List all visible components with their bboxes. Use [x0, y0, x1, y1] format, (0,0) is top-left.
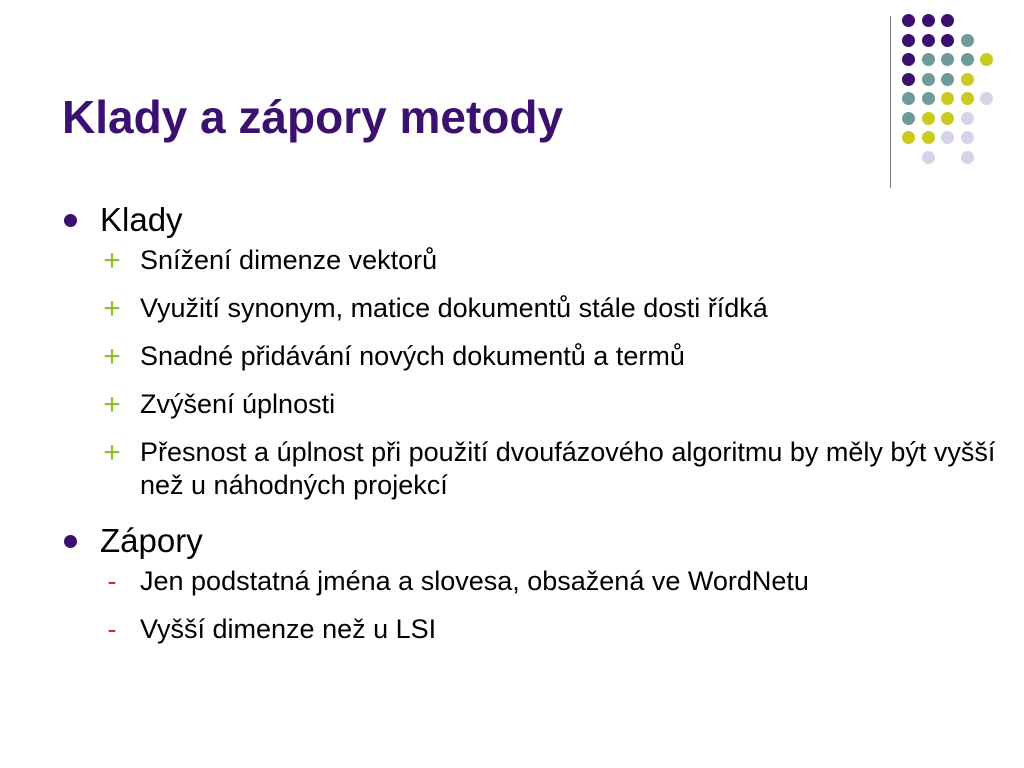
pros-list — [62, 244, 1012, 502]
bullet-item-cons — [62, 517, 1012, 565]
decorative-divider — [890, 16, 891, 188]
plus-icon: + — [103, 340, 121, 373]
list-item — [62, 244, 1012, 277]
slide-title: Klady a zápory metody — [62, 91, 564, 143]
slide-content — [62, 196, 1012, 661]
section-heading: Zápory — [100, 522, 203, 559]
decorative-dot — [902, 53, 915, 66]
minus-icon: - — [107, 614, 117, 644]
decorative-dot — [922, 92, 935, 105]
list-item — [62, 340, 1012, 373]
decorative-dot — [922, 151, 935, 164]
list-item-text: Využití synonym, matice dokumentů stále dosti řídká — [140, 293, 768, 323]
decorative-dot — [902, 73, 915, 86]
list-item — [62, 292, 1012, 325]
decorative-dot — [902, 34, 915, 47]
list-item — [62, 388, 1012, 421]
decorative-dot — [941, 112, 954, 125]
plus-icon: + — [103, 244, 121, 277]
section-pros — [62, 196, 1012, 502]
cons-list — [62, 565, 1012, 646]
list-item-text: Jen podstatná jména a slovesa, obsažená ve WordNetu — [140, 566, 809, 596]
decorative-dot-grid — [902, 14, 1022, 174]
decorative-dot — [941, 131, 954, 144]
list-item — [62, 613, 1012, 646]
decorative-dot — [922, 112, 935, 125]
decorative-dot — [961, 34, 974, 47]
list-item-text: Zvýšení úplnosti — [140, 389, 336, 419]
decorative-dot — [941, 73, 954, 86]
decorative-dot — [922, 73, 935, 86]
decorative-dot — [941, 92, 954, 105]
decorative-dot — [902, 92, 915, 105]
bullet-dot-icon — [64, 214, 77, 227]
plus-icon: + — [103, 436, 121, 469]
section-heading: Klady — [100, 201, 183, 238]
list-item — [62, 436, 1012, 502]
minus-icon: - — [107, 566, 117, 596]
decorative-dot — [980, 92, 993, 105]
decorative-dot — [961, 151, 974, 164]
plus-icon: + — [103, 388, 121, 421]
bullet-dot-icon — [64, 535, 77, 548]
list-item — [62, 565, 1012, 598]
decorative-dot — [922, 53, 935, 66]
list-item-text: Snížení dimenze vektorů — [140, 245, 438, 275]
decorative-dot — [941, 34, 954, 47]
list-item-text: Vyšší dimenze než u LSI — [140, 614, 437, 644]
decorative-dot — [902, 112, 915, 125]
section-cons — [62, 517, 1012, 646]
decorative-dot — [961, 92, 974, 105]
decorative-dot — [902, 14, 915, 27]
decorative-dot — [922, 14, 935, 27]
bullet-item-pros — [62, 196, 1012, 244]
decorative-dot — [961, 131, 974, 144]
list-item-text: Přesnost a úplnost při použití dvoufázového algoritmu by měly být vyšší než u náhodných projekcí — [140, 437, 996, 500]
decorative-dot — [922, 131, 935, 144]
list-item-text: Snadné přidávání nových dokumentů a termů — [140, 341, 685, 371]
decorative-dot — [961, 112, 974, 125]
plus-icon: + — [103, 292, 121, 325]
decorative-dot — [922, 34, 935, 47]
decorative-dot — [961, 53, 974, 66]
decorative-dot — [902, 131, 915, 144]
decorative-dot — [961, 73, 974, 86]
decorative-dot — [980, 53, 993, 66]
decorative-dot — [941, 14, 954, 27]
decorative-dot — [941, 53, 954, 66]
